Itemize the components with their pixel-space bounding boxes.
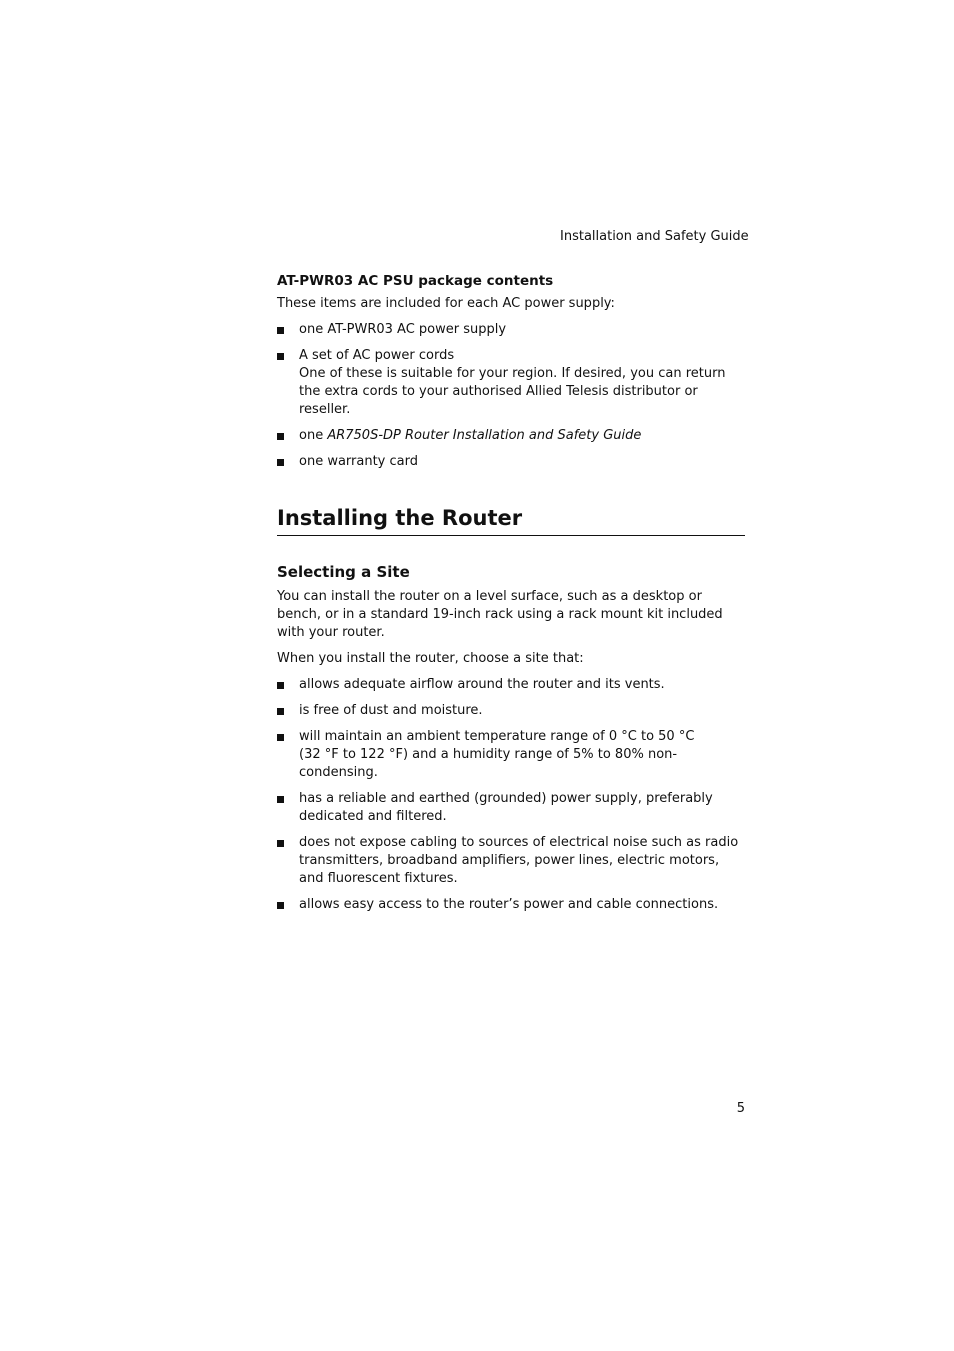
list-item bbox=[277, 790, 745, 826]
package-contents-list bbox=[277, 321, 745, 471]
list-item bbox=[277, 427, 745, 445]
list-item bbox=[277, 834, 745, 888]
subsection-heading: Selecting a Site bbox=[277, 563, 410, 581]
list-item-text: one bbox=[299, 428, 328, 443]
list-item-text: does not expose cabling to sources of electrical noise such as radio transmitters, broadband amplifiers, power lines, electric motors, and fluorescent fixtures. bbox=[299, 835, 739, 886]
site-intro: When you install the router, choose a site that: bbox=[277, 651, 584, 666]
bullet-square-icon bbox=[277, 327, 284, 334]
list-item-text: has a reliable and earthed (grounded) power supply, preferably dedicated and filtered. bbox=[299, 791, 713, 824]
package-contents-intro: These items are included for each AC power supply: bbox=[277, 296, 615, 311]
bullet-square-icon bbox=[277, 353, 284, 360]
list-item-text: one warranty card bbox=[299, 454, 418, 469]
bullet-square-icon bbox=[277, 734, 284, 741]
page-content bbox=[277, 272, 745, 922]
list-item bbox=[277, 728, 745, 782]
list-item bbox=[277, 702, 745, 720]
list-item-detail: (32 °F to 122 °F) and a humidity range of 5% to 80% non-condensing. bbox=[299, 747, 678, 780]
list-item bbox=[277, 321, 745, 339]
bullet-square-icon bbox=[277, 840, 284, 847]
list-item bbox=[277, 347, 745, 419]
page-number: 5 bbox=[736, 1101, 745, 1116]
package-contents-heading: AT-PWR03 AC PSU package contents bbox=[277, 273, 554, 289]
list-item bbox=[277, 676, 745, 694]
site-paragraph: You can install the router on a level surface, such as a desktop or bench, or in a standard 19-inch rack using a rack mount kit included with your router. bbox=[277, 589, 723, 640]
site-requirements-list bbox=[277, 676, 745, 914]
list-item-text: A set of AC power cords bbox=[299, 348, 455, 363]
bullet-square-icon bbox=[277, 902, 284, 909]
list-item-text: will maintain an ambient temperature range of 0 °C to 50 °C bbox=[299, 729, 695, 744]
section-heading: Installing the Router bbox=[277, 505, 745, 536]
list-item-text: one AT-PWR03 AC power supply bbox=[299, 322, 507, 337]
list-item-detail: One of these is suitable for your region. If desired, you can return the extra cords to your authorised Allied Telesis distributor or reseller. bbox=[299, 366, 726, 417]
guide-title-italic: AR750S-DP Router Installation and Safety Guide bbox=[327, 428, 642, 443]
bullet-square-icon bbox=[277, 796, 284, 803]
list-item-text: allows easy access to the router’s power and cable connections. bbox=[299, 897, 719, 912]
list-item-text: allows adequate airflow around the router and its vents. bbox=[299, 677, 665, 692]
bullet-square-icon bbox=[277, 708, 284, 715]
bullet-square-icon bbox=[277, 682, 284, 689]
list-item bbox=[277, 453, 745, 471]
list-item-text: is free of dust and moisture. bbox=[299, 703, 483, 718]
bullet-square-icon bbox=[277, 459, 284, 466]
running-header: Installation and Safety Guide bbox=[560, 229, 749, 244]
bullet-square-icon bbox=[277, 433, 284, 440]
list-item bbox=[277, 896, 745, 914]
